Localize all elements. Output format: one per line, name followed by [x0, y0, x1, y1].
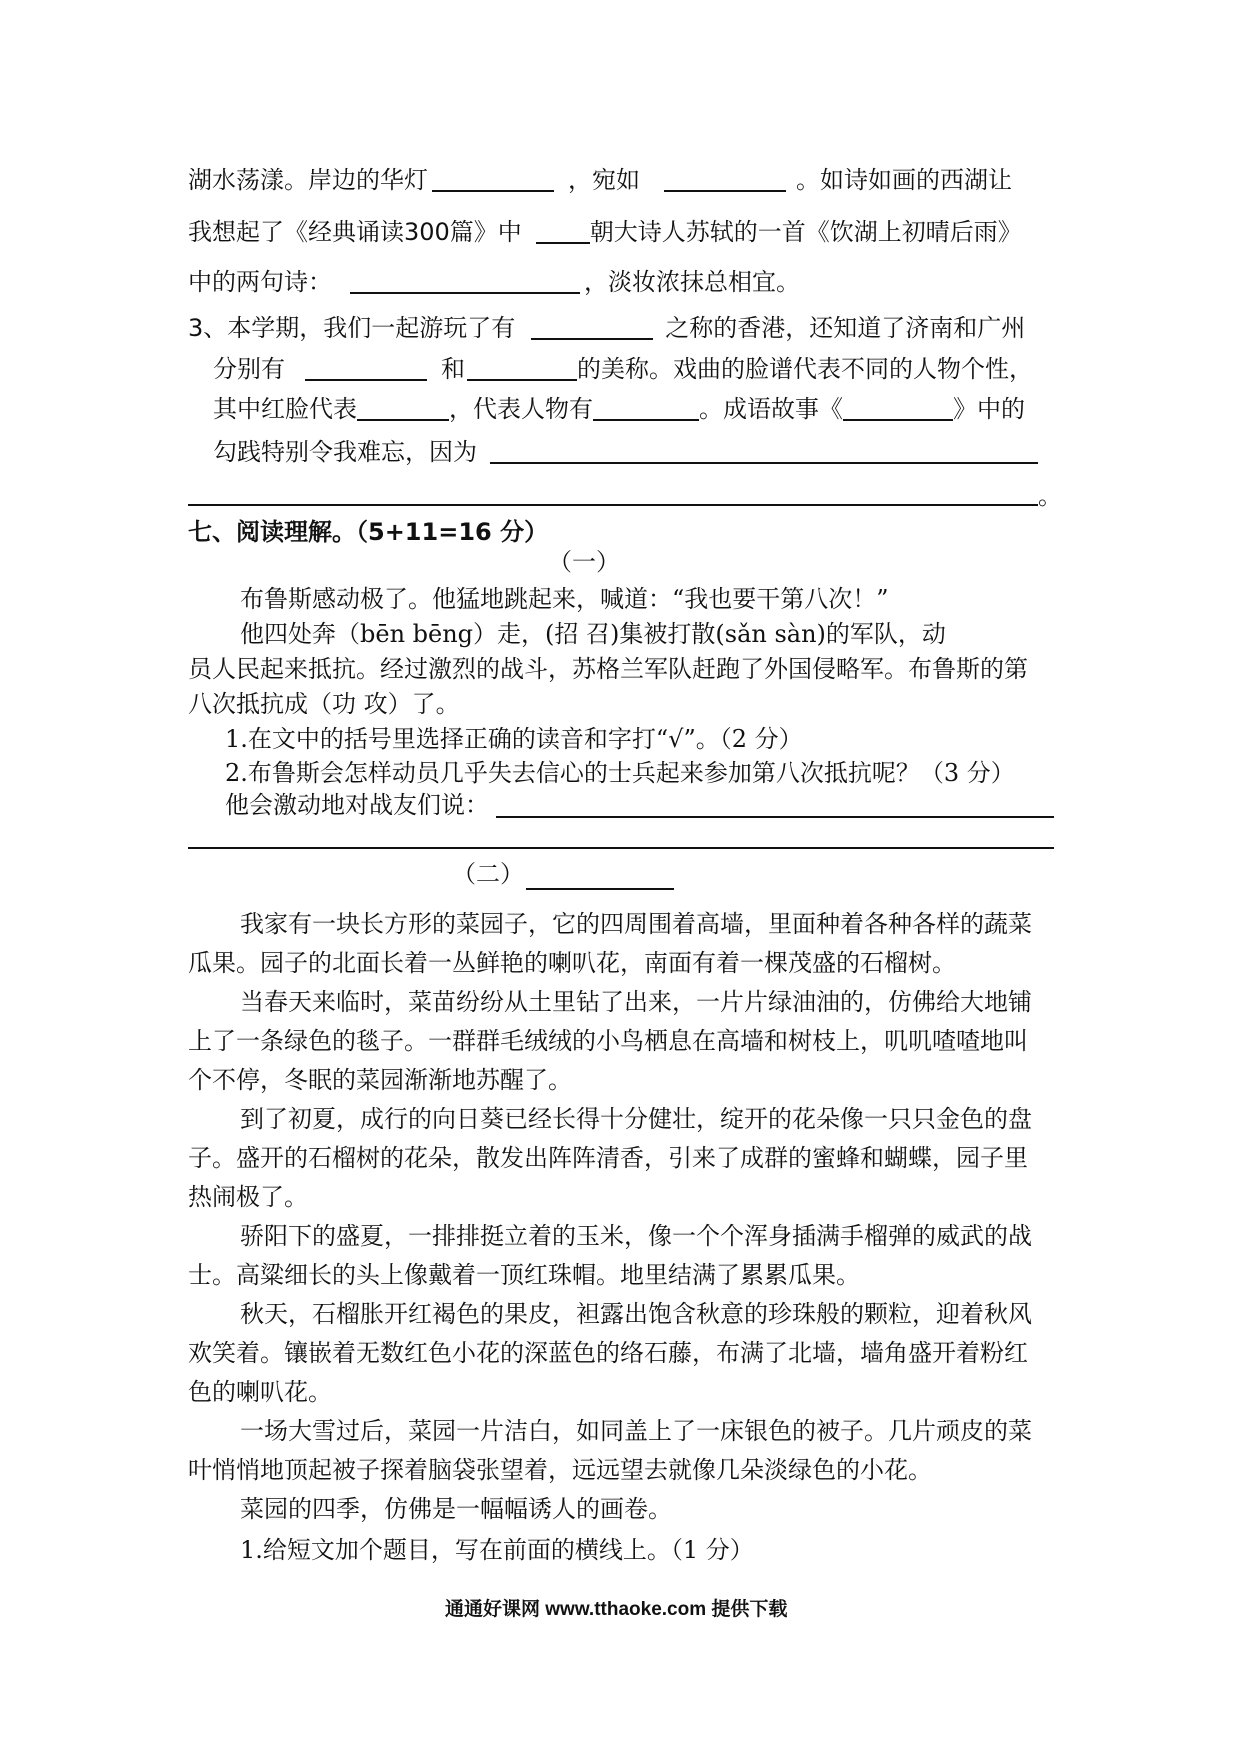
title-answer-line[interactable] — [526, 888, 674, 890]
answer-blank[interactable] — [357, 397, 449, 421]
reading-1-line: 布鲁斯感动极了。他猛地跳起来，喊道：“我也要干第八次！” — [240, 585, 889, 613]
question-text: 1.在文中的括号里选择正确的读音和字打“√”。（2 分） — [225, 725, 803, 753]
reading-2-heading: （二） — [452, 860, 524, 888]
passage-line: 当春天来临时，菜苗纷纷从土里钻了出来，一片片绿油油的，仿佛给大地铺 — [240, 988, 1032, 1016]
passage-line: 到了初夏，成行的向日葵已经长得十分健壮，绽开的花朵像一只只金色的盘 — [240, 1105, 1032, 1133]
question-text: 2.布鲁斯会怎样动员几乎失去信心的士兵起来参加第八次抵抗呢？（3 分） — [225, 759, 1015, 787]
answer-blank[interactable] — [536, 220, 590, 244]
passage-line: 上了一条绿色的毯子。一群群毛绒绒的小鸟栖息在高墙和树枝上，叽叽喳喳地叫 — [188, 1027, 1028, 1055]
reading-1-line: 员人民起来抵抗。经过激烈的战斗，苏格兰军队赶跑了外国侵略军。布鲁斯的第 — [188, 655, 1028, 683]
passage-line: 子。盛开的石榴树的花朵，散发出阵阵清香，引来了成群的蜜蜂和蝴蝶，园子里 — [188, 1144, 1028, 1172]
passage-line: 秋天，石榴胀开红褐色的果皮，袒露出饱含秋意的珍珠般的颗粒，迎着秋风 — [240, 1300, 1032, 1328]
footer-text: 通通好课网 www.tthaoke.com 提供下载 — [445, 1599, 788, 1620]
text-line: 我想起了《经典诵读300篇》中 朝大诗人苏轼的一首《饮湖上初晴后雨》 — [188, 218, 1022, 246]
passage-line: 骄阳下的盛夏，一排排挺立着的玉米，像一个个浑身插满手榴弹的威武的战 — [240, 1222, 1032, 1250]
reading-1-line: 他四处奔（bēn bēng）走，(招 召)集被打散(sǎn sàn)的军队，动 — [240, 620, 946, 648]
answer-line[interactable] — [496, 816, 1054, 818]
passage-line: 我家有一块长方形的菜园子，它的四周围着高墙，里面种着各种各样的蔬菜 — [240, 910, 1032, 938]
passage-line: 菜园的四季，仿佛是一幅幅诱人的画卷。 — [240, 1495, 672, 1523]
answer-line[interactable] — [188, 504, 1038, 506]
answer-blank[interactable] — [531, 316, 653, 340]
text-line: 中的两句诗： ，淡妆浓抹总相宜。 — [188, 268, 800, 296]
reading-1-heading: （一） — [548, 548, 620, 576]
answer-line[interactable] — [490, 462, 1038, 464]
answer-blank[interactable] — [593, 397, 699, 421]
section-title: 七、阅读理解。（5+11=16 分） — [188, 518, 549, 546]
text-line: 勾践特别令我难忘，因为 — [213, 438, 477, 466]
answer-blank[interactable] — [843, 397, 953, 421]
passage-line: 欢笑着。镶嵌着无数红色小花的深蓝色的络石藤，布满了北墙，墙角盛开着粉红 — [188, 1339, 1028, 1367]
passage-line: 色的喇叭花。 — [188, 1378, 332, 1406]
question-3: 3、本学期，我们一起游玩了有 之称的香港，还知道了济南和广州 — [188, 314, 1026, 342]
answer-blank[interactable] — [432, 168, 554, 192]
text-line: 其中红脸代表 ，代表人物有 。成语故事《 》中的 — [213, 395, 1025, 423]
passage-line: 一场大雪过后，菜园一片洁白，如同盖上了一床银色的被子。几片顽皮的菜 — [240, 1417, 1032, 1445]
passage-line: 热闹极了。 — [188, 1183, 308, 1211]
text-line: 分别有 和 的美称。戏曲的脸谱代表不同的人物个性， — [213, 355, 1033, 383]
answer-blank[interactable] — [305, 357, 427, 381]
question-text: 他会激动地对战友们说： — [225, 791, 489, 819]
passage-line: 士。高粱细长的头上像戴着一顶红珠帽。地里结满了累累瓜果。 — [188, 1261, 860, 1289]
reading-1-line: 八次抵抗成（功 攻）了。 — [188, 690, 460, 718]
text-line: 湖水荡漾。岸边的华灯 ，宛如 。如诗如画的西湖让 — [188, 166, 1012, 194]
answer-blank[interactable] — [350, 270, 580, 294]
answer-blank[interactable] — [664, 168, 786, 192]
answer-line[interactable] — [188, 847, 1054, 849]
passage-line: 瓜果。园子的北面长着一丛鲜艳的喇叭花，南面有着一棵茂盛的石榴树。 — [188, 949, 956, 977]
question-text: 1.给短文加个题目，写在前面的横线上。（1 分） — [240, 1536, 754, 1564]
passage-line: 个不停，冬眠的菜园渐渐地苏醒了。 — [188, 1066, 572, 1094]
passage-line: 叶悄悄地顶起被子探着脑袋张望着，远远望去就像几朵淡绿色的小花。 — [188, 1456, 932, 1484]
period-mark: 。 — [1038, 482, 1062, 510]
answer-blank[interactable] — [467, 357, 577, 381]
